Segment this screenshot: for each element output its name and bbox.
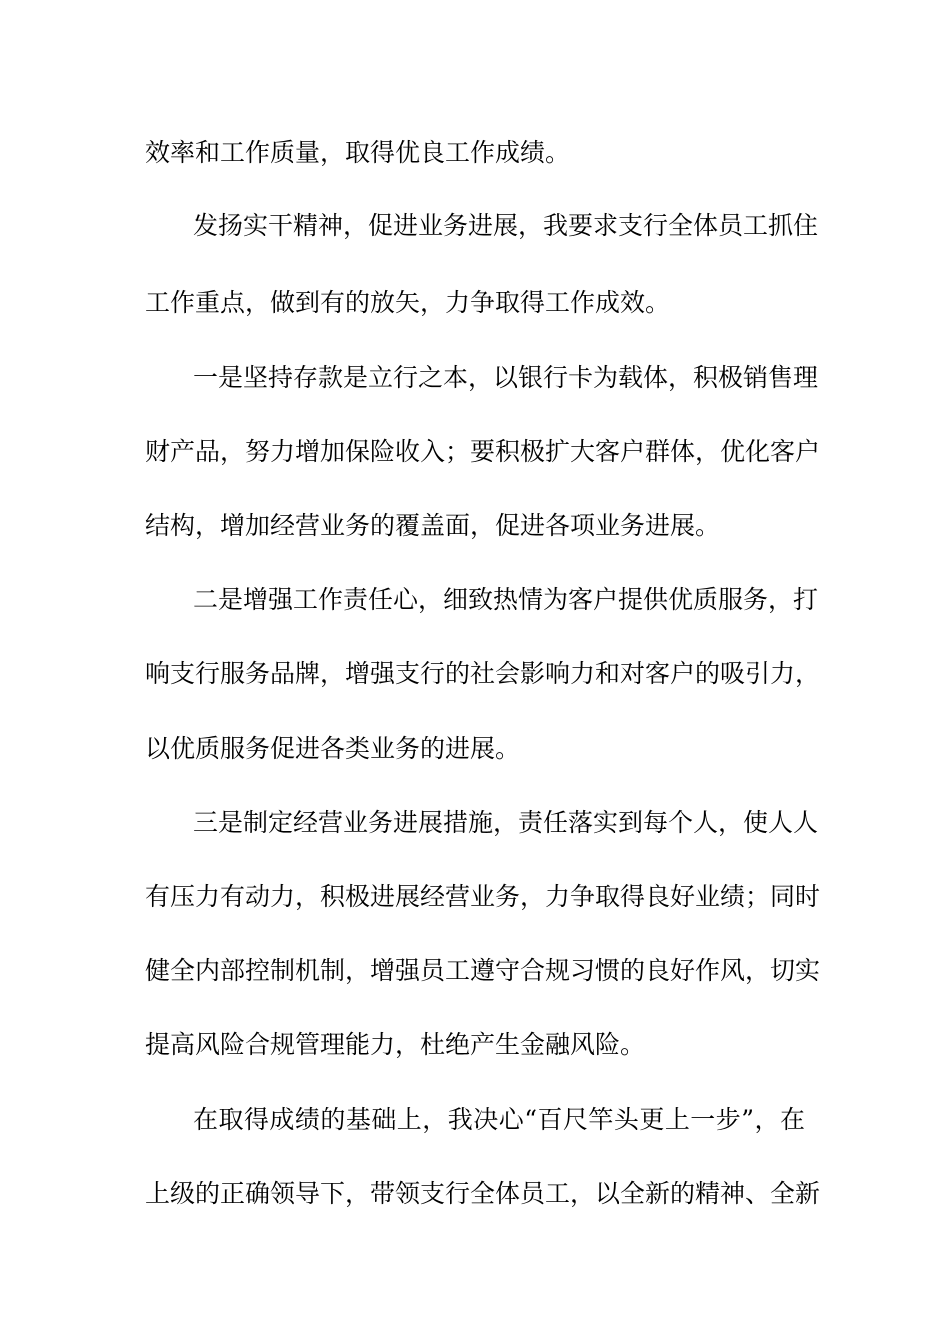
text-line: 财产品，努力增加保险收入；要积极扩大客户群体，优化客户 [145, 437, 821, 466]
text-line: 一是坚持存款是立行之本，以银行卡为载体，积极销售理 [193, 363, 819, 392]
text-line: 三是制定经营业务进展措施，责任落实到每个人，使人人 [193, 808, 819, 837]
text-line: 健全内部控制机制，增强员工遵守合规习惯的良好作风，切实 [145, 956, 821, 985]
text-line: 提高风险合规管理能力，杜绝产生金融风险。 [145, 1030, 646, 1059]
text-line: 响支行服务品牌，增强支行的社会影响力和对客户的吸引力， [145, 659, 821, 688]
text-line: 以优质服务促进各类业务的进展。 [145, 734, 521, 763]
text-line: 二是增强工作责任心，细致热情为客户提供优质服务，打 [193, 585, 819, 614]
text-line: 发扬实干精神，促进业务进展，我要求支行全体员工抓住 [193, 211, 819, 240]
text-line: 效率和工作质量，取得优良工作成绩。 [145, 138, 571, 167]
text-line: 结构，增加经营业务的覆盖面，促进各项业务进展。 [145, 511, 721, 540]
text-line: 上级的正确领导下，带领支行全体员工，以全新的精神、全新 [145, 1179, 821, 1208]
text-line: 在取得成绩的基础上，我决心“百尺竿头更上一步”，在 [193, 1105, 805, 1134]
text-line: 有压力有动力，积极进展经营业务，力争取得良好业绩；同时 [145, 882, 821, 911]
text-line: 工作重点，做到有的放矢，力争取得工作成效。 [145, 288, 671, 317]
